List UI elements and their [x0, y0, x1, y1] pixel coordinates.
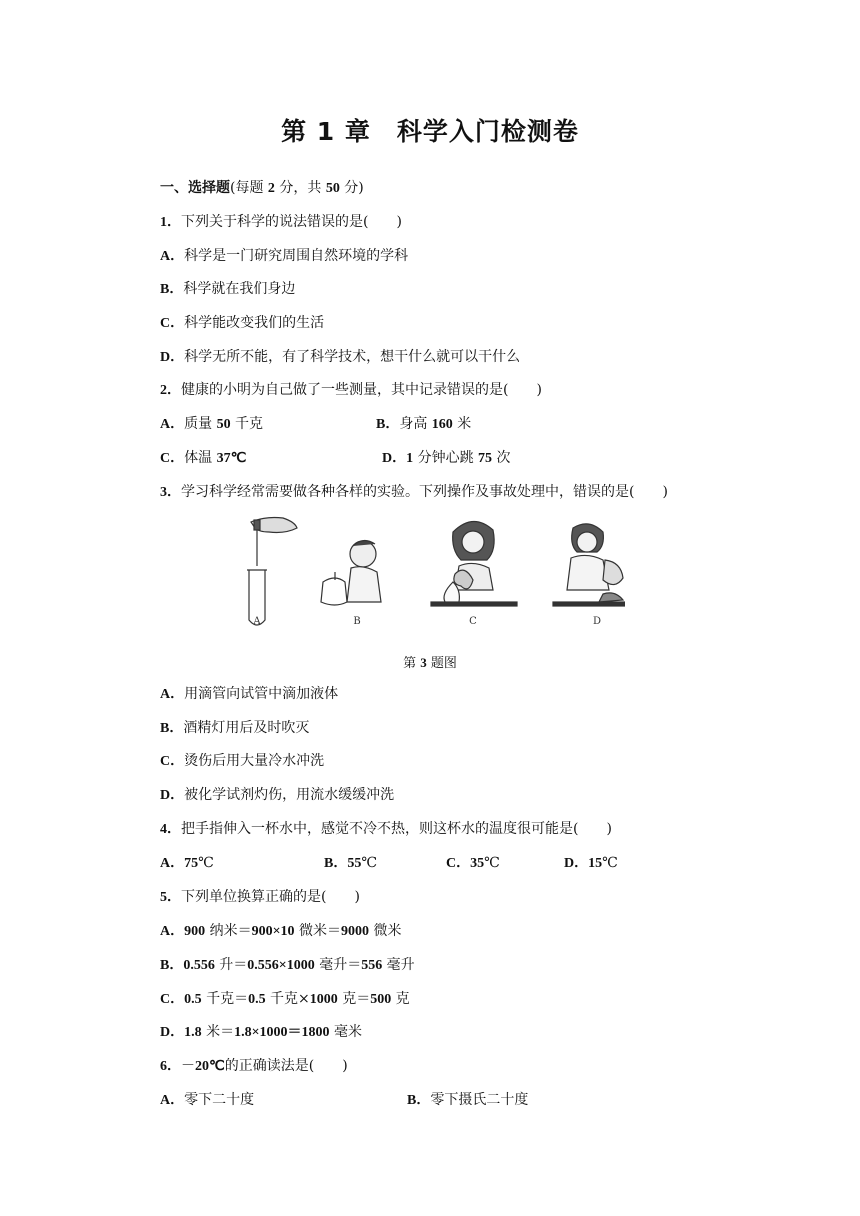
option-letter: C．	[160, 992, 185, 1007]
option-value: 35	[470, 856, 485, 871]
question-number: 6．	[160, 1059, 181, 1074]
q2-option-b	[376, 414, 471, 435]
option-value: 500	[370, 992, 392, 1007]
option-value: 55	[347, 856, 362, 871]
question-stem: 的正确读法是( )	[224, 1058, 348, 1074]
question-stem: －	[181, 1058, 195, 1074]
question-number: 5．	[160, 890, 181, 905]
question-stem: 下列关于科学的说法错误的是( )	[181, 214, 402, 230]
option-text: 纳米＝	[205, 923, 252, 939]
question-3-figure	[225, 510, 625, 640]
option-letter: D．	[160, 1025, 185, 1040]
figure-b-blowing-lamp-illustration	[321, 540, 381, 605]
option-text: 微米＝	[294, 923, 342, 939]
option-letter: A．	[160, 856, 185, 871]
q5-option-a	[160, 921, 401, 942]
q1-option-b	[160, 279, 295, 300]
question-2	[160, 380, 542, 401]
option-text: 科学是一门研究周围自然环境的学科	[184, 248, 409, 264]
question-stem: 下列单位换算正确的是( )	[181, 889, 360, 905]
option-text: 毫升＝	[314, 957, 362, 973]
page-title: 第 1 章 科学入门检测卷	[281, 117, 579, 146]
q1-option-a	[160, 246, 408, 267]
section-note3: 分)	[339, 180, 364, 196]
q1-option-c	[160, 313, 324, 334]
option-value: 1.8	[184, 1025, 202, 1040]
option-value: 0.556	[183, 958, 215, 973]
option-value: 900	[184, 924, 206, 939]
option-letter: A．	[160, 687, 185, 702]
section-note: (每题	[230, 180, 268, 196]
question-number: 4．	[160, 822, 181, 837]
q2-option-c	[160, 448, 246, 469]
option-text: 科学能改变我们的生活	[184, 315, 325, 331]
option-text: 千克＝	[201, 991, 249, 1007]
option-text: 质量	[184, 416, 217, 432]
option-value: 15	[588, 856, 603, 871]
q5-option-b	[160, 955, 415, 976]
question-6	[160, 1056, 348, 1077]
option-value: 160	[431, 417, 453, 432]
option-value: 1000	[309, 992, 338, 1007]
option-unit: 千克	[230, 416, 264, 432]
q4-option-a	[160, 853, 214, 874]
option-letter: A．	[160, 417, 185, 432]
option-text: 克	[391, 991, 410, 1007]
question-number: 2．	[160, 383, 181, 398]
figure-label-d: D	[592, 616, 602, 627]
option-letter: C．	[446, 856, 471, 871]
option-text: 科学无所不能，有了科学技术，想干什么就可以干什么	[184, 349, 521, 365]
q4-option-b	[324, 853, 377, 874]
figure-c-lamp-fire-illustration	[431, 521, 517, 606]
q3-option-b	[160, 718, 309, 739]
option-value: 37℃	[216, 451, 247, 466]
q3-option-d	[160, 785, 394, 806]
figure-d-spill-illustration	[553, 524, 625, 606]
figure-label-a: A	[253, 616, 261, 627]
option-value: 1	[406, 451, 414, 466]
option-text: 身高	[399, 416, 432, 432]
option-text: 毫升	[382, 957, 415, 973]
question-value: 20℃	[195, 1059, 225, 1074]
q3-option-c	[160, 751, 324, 772]
figure-label-c: C	[469, 616, 477, 627]
option-value: 900×10	[251, 924, 295, 939]
q4-option-c	[446, 853, 500, 874]
option-letter: D．	[564, 856, 589, 871]
option-text: 零下二十度	[184, 1092, 255, 1108]
option-text: 微米	[369, 923, 402, 939]
question-stem: 健康的小明为自己做了一些测量，其中记录错误的是( )	[181, 382, 542, 398]
option-letter: C．	[160, 451, 185, 466]
option-text: 用滴管向试管中滴加液体	[184, 686, 339, 702]
question-1	[160, 212, 402, 233]
option-value: 50	[216, 417, 231, 432]
option-text: 克＝	[337, 991, 371, 1007]
option-text: 酒精灯用后及时吹灭	[183, 720, 310, 736]
option-unit: 次	[492, 450, 511, 466]
option-text: 烫伤后用大量冷水冲洗	[184, 753, 325, 769]
option-value: 1.8×1000＝1800	[234, 1025, 330, 1040]
option-value: 0.556×1000	[247, 958, 315, 973]
q5-option-d	[160, 1022, 362, 1043]
figure-label-b: B	[353, 616, 361, 627]
section-total: 50	[325, 181, 340, 196]
q4-option-d	[564, 853, 618, 874]
option-text: 体温	[184, 450, 217, 466]
option-letter: D．	[160, 350, 185, 365]
option-letter: A．	[160, 1093, 185, 1108]
q5-option-c	[160, 989, 410, 1010]
caption-number: 3	[420, 655, 427, 670]
option-letter: C．	[160, 754, 185, 769]
option-letter: B．	[160, 282, 184, 297]
section-note2: 分，共	[274, 180, 326, 196]
section-label: 一、选择题	[160, 181, 230, 196]
option-letter: B．	[376, 417, 400, 432]
option-letter: B．	[160, 958, 184, 973]
q6-option-b	[407, 1090, 528, 1111]
q2-option-a	[160, 414, 263, 435]
option-letter: B．	[407, 1093, 431, 1108]
option-letter: B．	[160, 721, 184, 736]
section-header	[160, 178, 364, 199]
option-letter: C．	[160, 316, 185, 331]
option-value: 9000	[341, 924, 370, 939]
option-letter: D．	[382, 451, 407, 466]
option-letter: A．	[160, 249, 185, 264]
q2-option-d	[382, 448, 510, 469]
option-unit: ℃	[361, 855, 378, 871]
figure-a-dropper-illustration	[247, 518, 297, 626]
option-text: 千克×	[265, 991, 310, 1007]
option-value: 0.5	[184, 992, 202, 1007]
option-value: 556	[361, 958, 383, 973]
question-number: 3．	[160, 485, 181, 500]
option-unit: ℃	[198, 855, 214, 871]
section-points: 2	[267, 181, 275, 196]
option-value: 75	[184, 856, 199, 871]
option-text: 分钟心跳	[413, 450, 479, 466]
option-letter: A．	[160, 924, 185, 939]
question-5	[160, 887, 360, 908]
figure-caption	[0, 652, 860, 671]
q3-option-a	[160, 684, 338, 705]
caption-suffix: 题图	[426, 656, 457, 671]
option-unit: 米	[452, 416, 472, 432]
caption-prefix: 第	[403, 656, 421, 671]
option-text: 毫米	[329, 1024, 363, 1040]
option-text: 米＝	[201, 1024, 235, 1040]
option-text: 升＝	[214, 957, 248, 973]
question-3	[160, 482, 668, 503]
q1-option-d	[160, 347, 520, 368]
question-4	[160, 819, 612, 840]
question-number: 1．	[160, 215, 181, 230]
option-text: 零下摄氏二十度	[430, 1092, 529, 1108]
option-text: 科学就在我们身边	[183, 281, 296, 297]
option-letter: D．	[160, 788, 185, 803]
option-value: 0.5	[248, 992, 266, 1007]
option-value: 75	[478, 451, 493, 466]
option-unit: ℃	[484, 855, 500, 871]
question-stem: 学习科学经常需要做各种各样的实验。下列操作及事故处理中，错误的是( )	[181, 484, 668, 500]
option-text: 被化学试剂灼伤，用流水缓缓冲洗	[184, 787, 395, 803]
option-letter: B．	[324, 856, 348, 871]
q6-option-a	[160, 1090, 254, 1111]
option-unit: ℃	[602, 855, 618, 871]
question-stem: 把手指伸入一杯水中，感觉不冷不热，则这杯水的温度很可能是( )	[181, 821, 612, 837]
